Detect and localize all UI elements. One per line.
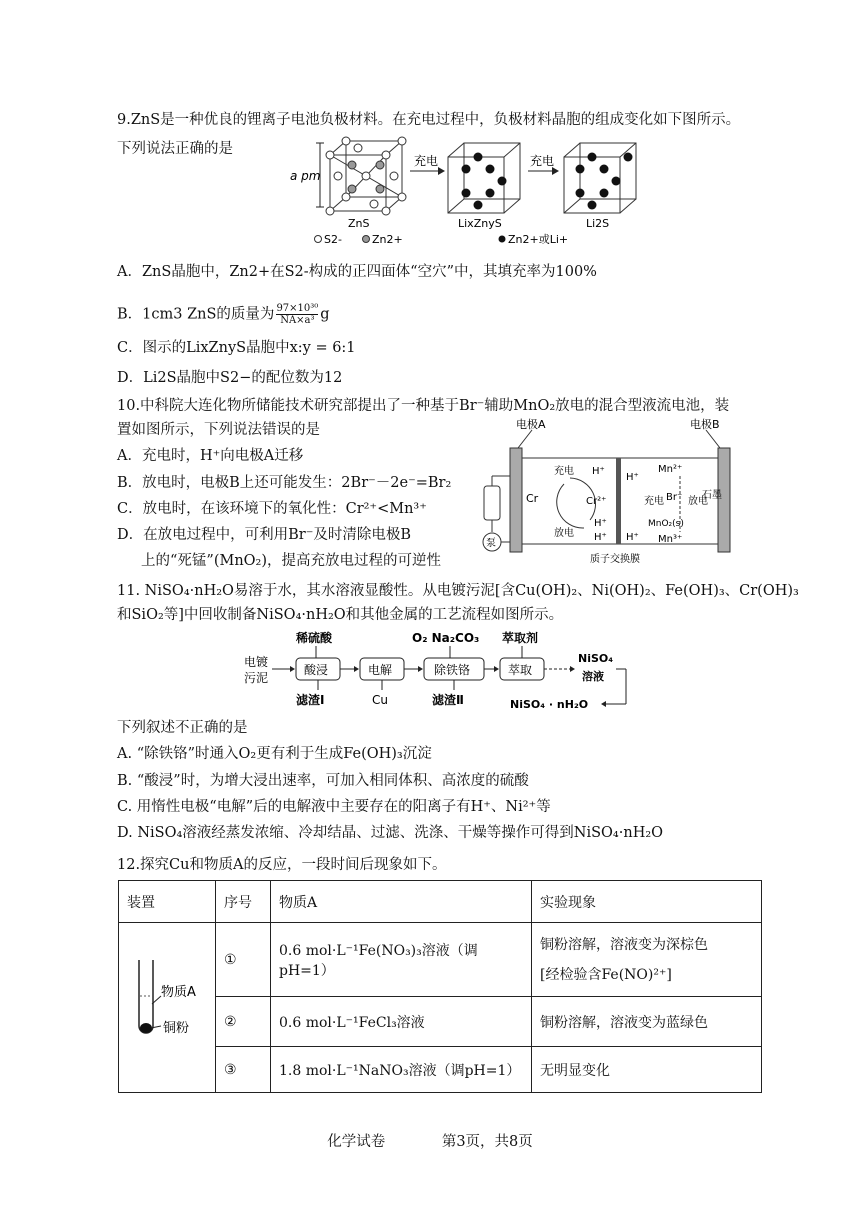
q10-option-b: B．放电时，电极B上还可能发生：2Br⁻－2e⁻=Br₂	[117, 475, 452, 491]
svg-text:除铁铬: 除铁铬	[434, 663, 471, 677]
q9-option-c: C．图示的LixZnyS晶胞中x:y = 6:1	[117, 340, 356, 356]
apparatus-cell	[119, 923, 216, 1093]
svg-text:Br⁻: Br⁻	[666, 492, 683, 503]
svg-text:电极B: 电极B	[690, 418, 720, 431]
svg-text:Cr²⁺: Cr²⁺	[586, 496, 607, 507]
header-observation: 实验现象	[532, 881, 762, 923]
legend-znli: Zn2+或Li+	[508, 233, 569, 246]
cell1-label: ZnS	[348, 217, 370, 230]
q9-option-d: D．Li2S晶胞中S2−的配位数为12	[117, 370, 343, 386]
cell3-label: Li2S	[586, 217, 610, 230]
svg-text:铜粉: 铜粉	[163, 1020, 190, 1036]
svg-text:Cu: Cu	[372, 693, 388, 707]
svg-text:H⁺: H⁺	[594, 532, 607, 543]
svg-text:充电: 充电	[644, 496, 664, 507]
svg-text:萃取: 萃取	[508, 663, 533, 677]
svg-text:O₂ Na₂CO₃: O₂ Na₂CO₃	[412, 631, 480, 645]
svg-text:稀硫酸: 稀硫酸	[296, 631, 333, 645]
svg-text:电镀: 电镀	[244, 655, 269, 669]
svg-text:NiSO₄ · nH₂O: NiSO₄ · nH₂O	[510, 698, 589, 711]
row-substance: 1.8 mol·L⁻¹NaNO₃溶液（调pH=1）	[271, 1047, 532, 1093]
q10-prompt: 置如图所示，下列说法错误的是	[117, 422, 320, 438]
svg-text:滤渣Ⅰ: 滤渣Ⅰ	[296, 693, 325, 707]
svg-text:滤渣Ⅱ: 滤渣Ⅱ	[432, 693, 464, 707]
q10-option-d: D．在放电过程中，可利用Br⁻及时清除电极B	[117, 527, 412, 543]
svg-text:溶液: 溶液	[582, 670, 604, 683]
q11-intro: 下列叙述不正确的是	[117, 720, 248, 736]
svg-text:H⁺: H⁺	[626, 472, 639, 483]
q11-option-d: D. NiSO₄溶液经蒸发浓缩、冷却结晶、过滤、洗涤、干燥等操作可得到NiSO₄·nH₂O	[117, 825, 664, 841]
row-observation: 铜粉溶解，溶液变为蓝绿色	[532, 997, 762, 1047]
arrow1-label: 充电	[414, 154, 439, 168]
q11-stem-cont: 和SiO₂等]中回收制备NiSO₄·nH₂O和其他金属的工艺流程如图所示。	[117, 607, 564, 623]
row-observation: 铜粉溶解，溶液变为深棕色 [经检验含Fe(NO)²⁺]	[532, 923, 762, 997]
row-observation: 无明显变化	[532, 1047, 762, 1093]
row-substance: 0.6 mol·L⁻¹Fe(NO₃)₃溶液（调pH=1）	[271, 923, 532, 997]
svg-text:酸浸: 酸浸	[304, 663, 329, 677]
q10-option-a: A．充电时，H⁺向电极A迁移	[117, 448, 304, 464]
header-apparatus: 装置	[119, 881, 216, 923]
edge-label: a pm	[290, 169, 321, 183]
q9-prompt: 下列说法正确的是	[117, 141, 233, 157]
svg-text:放电: 放电	[554, 528, 574, 539]
test-tube-icon	[127, 946, 207, 1066]
arrow2-label: 充电	[530, 154, 555, 168]
svg-text:Mn²⁺: Mn²⁺	[658, 464, 683, 475]
page-footer	[0, 1130, 860, 1151]
header-no: 序号	[216, 881, 271, 923]
experiment-table	[118, 880, 762, 1093]
svg-text:H⁺: H⁺	[626, 532, 639, 543]
svg-text:石墨: 石墨	[702, 490, 722, 501]
q10-option-d-cont: 上的“死锰”(MnO₂)，提高充放电过程的可逆性	[141, 553, 442, 569]
q9-option-a: A．ZnS晶胞中，Zn2+在S2-构成的正四面体“空穴”中，其填充率为100%	[117, 264, 597, 280]
svg-text:H⁺: H⁺	[594, 518, 607, 529]
q10-stem: 10.中科院大连化物所储能技术研究部提出了一种基于Br⁻辅助MnO₂放电的混合型液流电池，装	[117, 398, 730, 414]
footer-page: 第3页，共8页	[441, 1134, 533, 1150]
svg-text:物质A: 物质A	[161, 984, 196, 1000]
row-substance: 0.6 mol·L⁻¹FeCl₃溶液	[271, 997, 532, 1047]
svg-text:充电: 充电	[554, 466, 574, 477]
svg-text:萃取剂: 萃取剂	[502, 631, 539, 645]
row-no: ③	[216, 1047, 271, 1093]
q10-battery-figure	[480, 414, 750, 570]
q11-option-c: C. 用惰性电极“电解”后的电解液中主要存在的阳离子有H⁺、Ni²⁺等	[117, 799, 551, 815]
svg-text:NiSO₄: NiSO₄	[578, 652, 614, 665]
svg-text:污泥: 污泥	[244, 671, 269, 685]
svg-text:质子交换膜: 质子交换膜	[590, 554, 640, 565]
q11-option-b: B. “酸浸”时，为增大浸出速率，可加入相同体积、高浓度的硫酸	[117, 773, 529, 789]
table-header-row	[119, 881, 762, 923]
svg-text:MnO₂(s): MnO₂(s)	[648, 519, 684, 529]
q11-option-a: A. “除铁铬”时通入O₂更有利于生成Fe(OH)₃沉淀	[117, 746, 432, 762]
svg-text:电极A: 电极A	[516, 418, 546, 431]
row-no: ①	[216, 923, 271, 997]
q11-flowchart	[240, 624, 640, 716]
q12-stem: 12.探究Cu和物质A的反应，一段时间后现象如下。	[117, 857, 447, 873]
svg-text:电解: 电解	[368, 663, 393, 677]
q9-stem: 9.ZnS是一种优良的锂离子电池负极材料。在充电过程中，负极材料晶胞的组成变化如下图所示。	[117, 112, 741, 128]
svg-text:泵: 泵	[486, 538, 496, 549]
q9-crystal-figure	[290, 135, 660, 247]
svg-text:Cr: Cr	[526, 492, 539, 505]
q10-option-c: C．放电时，在该环境下的氧化性：Cr²⁺<Mn³⁺	[117, 501, 427, 517]
q11-stem: 11. NiSO₄·nH₂O易溶于水，其水溶液显酸性。从电镀污泥[含Cu(OH)₂、Ni(OH)₂、Fe(OH)₃、Cr(OH)₃	[117, 583, 799, 599]
legend-zn: Zn2+	[372, 233, 403, 246]
legend-s: S2-	[324, 233, 342, 246]
svg-text:H⁺: H⁺	[592, 466, 605, 477]
q9-option-b: B．1cm3 ZnS的质量为 $\frac{\text{97×10³⁰}}{\text{NA×a³}}$ g	[117, 303, 330, 326]
svg-text:放电: 放电	[688, 496, 708, 507]
svg-text:Mn³⁺: Mn³⁺	[658, 534, 683, 545]
cell2-label: LixZnyS	[458, 217, 502, 230]
row-no: ②	[216, 997, 271, 1047]
header-substance: 物质A	[271, 881, 532, 923]
footer-subject: 化学试卷	[327, 1134, 386, 1150]
table-row	[119, 923, 762, 997]
